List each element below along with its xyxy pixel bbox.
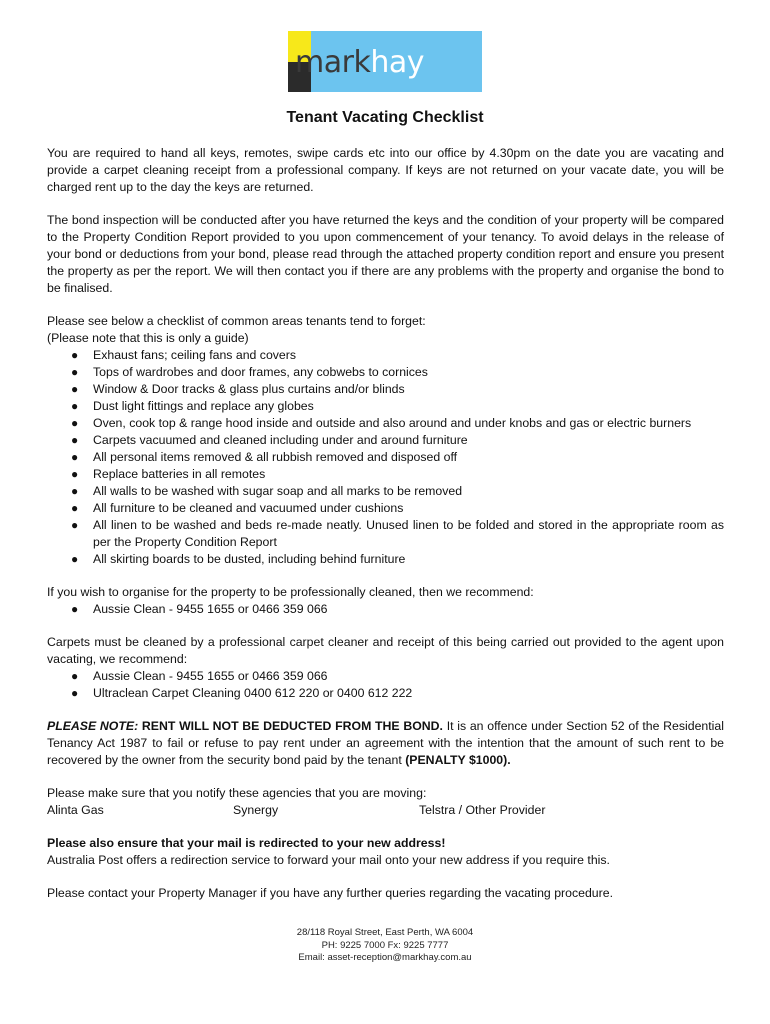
bullet-icon: ● bbox=[71, 365, 79, 379]
list-item bbox=[71, 432, 724, 449]
list-item bbox=[71, 415, 724, 432]
bullet-icon: ● bbox=[71, 602, 79, 616]
footer-phone: PH: 9225 7000 Fx: 9225 7777 bbox=[321, 939, 449, 951]
bullet-icon: ● bbox=[71, 433, 79, 447]
cleaning-list bbox=[47, 601, 724, 618]
list-item-text: All skirting boards to be dusted, including behind furniture bbox=[93, 552, 406, 566]
document-body bbox=[47, 145, 724, 918]
bullet-icon: ● bbox=[71, 348, 79, 362]
bullet-icon: ● bbox=[71, 501, 79, 515]
list-item bbox=[71, 517, 724, 551]
bullet-icon: ● bbox=[71, 669, 79, 683]
footer bbox=[0, 927, 770, 965]
list-item bbox=[71, 551, 724, 568]
agency-item: Alinta Gas bbox=[47, 803, 104, 817]
bullet-icon: ● bbox=[71, 399, 79, 413]
bullet-icon: ● bbox=[71, 518, 79, 532]
carpets-intro: Carpets must be cleaned by a professional carpet cleaner and receipt of this being carried out provided to the agent upon vacating, we recommend: bbox=[47, 635, 724, 666]
bullet-icon: ● bbox=[71, 484, 79, 498]
agencies-intro: Please make sure that you notify these agencies that you are moving: bbox=[47, 786, 427, 800]
list-item-text: Dust light fittings and replace any globes bbox=[93, 399, 314, 413]
list-item bbox=[71, 347, 724, 364]
agencies-list bbox=[47, 802, 724, 819]
contact-text: Please contact your Property Manager if you have any further queries regarding the vacating procedure. bbox=[47, 886, 613, 900]
list-item bbox=[71, 685, 724, 702]
list-item bbox=[71, 466, 724, 483]
page-title: Tenant Vacating Checklist bbox=[286, 109, 484, 126]
footer-address: 28/118 Royal Street, East Perth, WA 6004 bbox=[296, 927, 474, 938]
checklist-intro: Please see below a checklist of common areas tenants tend to forget: bbox=[47, 314, 426, 328]
list-item bbox=[71, 500, 724, 517]
list-item bbox=[71, 483, 724, 500]
note-text: It is an offence under Section 52 of the Residential Tenancy Act 1987 to fail or refuse to pay rent under an agreement with the intention that the amount of such rent to be recovered by the owner from the security bond paid by the tenant bbox=[47, 719, 724, 767]
keys-paragraph: You are required to hand all keys, remotes, swipe cards etc into our office by 4.30pm on the date you are vacating and provide a carpet cleaning receipt from a professional company. If keys are not returned on your vacate date, you will be charged rent up to the day the keys are returned. bbox=[47, 146, 724, 194]
logo-text-mark: mark bbox=[295, 45, 371, 80]
list-item-text: Aussie Clean - 9455 1655 or 0466 359 066 bbox=[93, 669, 328, 683]
list-item bbox=[71, 601, 724, 618]
mail-text: Australia Post offers a redirection service to forward your mail onto your new address if you require this. bbox=[47, 853, 610, 867]
list-item-text: All linen to be washed and beds re-made neatly. Unused linen to be folded and stored in the appropriate room as per the Property Condition Report bbox=[93, 518, 724, 549]
bullet-icon: ● bbox=[71, 450, 79, 464]
list-item bbox=[71, 381, 724, 398]
carpets-list bbox=[47, 668, 724, 702]
mail-heading: Please also ensure that your mail is redirected to your new address! bbox=[47, 836, 446, 850]
list-item-text: Carpets vacuumed and cleaned including under and around furniture bbox=[93, 433, 468, 447]
bullet-icon: ● bbox=[71, 382, 79, 396]
logo-wordmark bbox=[295, 43, 424, 83]
checklist-note: (Please note that this is only a guide) bbox=[47, 331, 249, 345]
cleaning-intro: If you wish to organise for the property to be professionally cleaned, then we recommend: bbox=[47, 585, 534, 599]
list-item-text: Aussie Clean - 9455 1655 or 0466 359 066 bbox=[93, 602, 328, 616]
bond-paragraph: The bond inspection will be conducted after you have returned the keys and the condition of your property will be compared to the Property Condition Report provided to you upon commencement of your tenancy. To avoid delays in the release of your bond or deductions from your bond, please read through the attached property condition report and ensure you present the property as per the report. We will then contact you if there are any problems with the property and organise the bond to be finalised. bbox=[47, 213, 724, 295]
list-item-text: All furniture to be cleaned and vacuumed under cushions bbox=[93, 501, 404, 515]
agency-item: Synergy bbox=[233, 803, 279, 817]
footer-email: Email: asset-reception@markhay.com.au bbox=[298, 952, 472, 963]
list-item bbox=[71, 398, 724, 415]
list-item-text: Tops of wardrobes and door frames, any cobwebs to cornices bbox=[93, 365, 428, 379]
list-item-text: Oven, cook top & range hood inside and outside and also around and under knobs and gas or electric burners bbox=[93, 416, 692, 430]
list-item-text: All personal items removed & all rubbish removed and disposed off bbox=[93, 450, 458, 464]
list-item bbox=[71, 668, 724, 685]
list-item-text: Replace batteries in all remotes bbox=[93, 467, 266, 481]
agency-item: Telstra / Other Provider bbox=[419, 803, 546, 817]
bullet-icon: ● bbox=[71, 416, 79, 430]
note-penalty: (PENALTY $1000). bbox=[405, 753, 511, 767]
logo-text-hay: hay bbox=[370, 45, 424, 80]
list-item bbox=[71, 364, 724, 381]
bullet-icon: ● bbox=[71, 467, 79, 481]
list-item-text: Ultraclean Carpet Cleaning 0400 612 220 or 0400 612 222 bbox=[93, 686, 413, 700]
list-item-text: All walls to be washed with sugar soap and all marks to be removed bbox=[93, 484, 463, 498]
note-label: PLEASE NOTE: bbox=[47, 719, 139, 733]
markhay-logo bbox=[288, 31, 482, 92]
checklist bbox=[47, 347, 724, 568]
bullet-icon: ● bbox=[71, 552, 79, 566]
list-item-text: Exhaust fans; ceiling fans and covers bbox=[93, 348, 297, 362]
bullet-icon: ● bbox=[71, 686, 79, 700]
rent-note bbox=[47, 718, 724, 769]
note-bold: RENT WILL NOT BE DEDUCTED FROM THE BOND. bbox=[138, 719, 443, 733]
list-item bbox=[71, 449, 724, 466]
list-item-text: Window & Door tracks & glass plus curtains and/or blinds bbox=[93, 382, 405, 396]
